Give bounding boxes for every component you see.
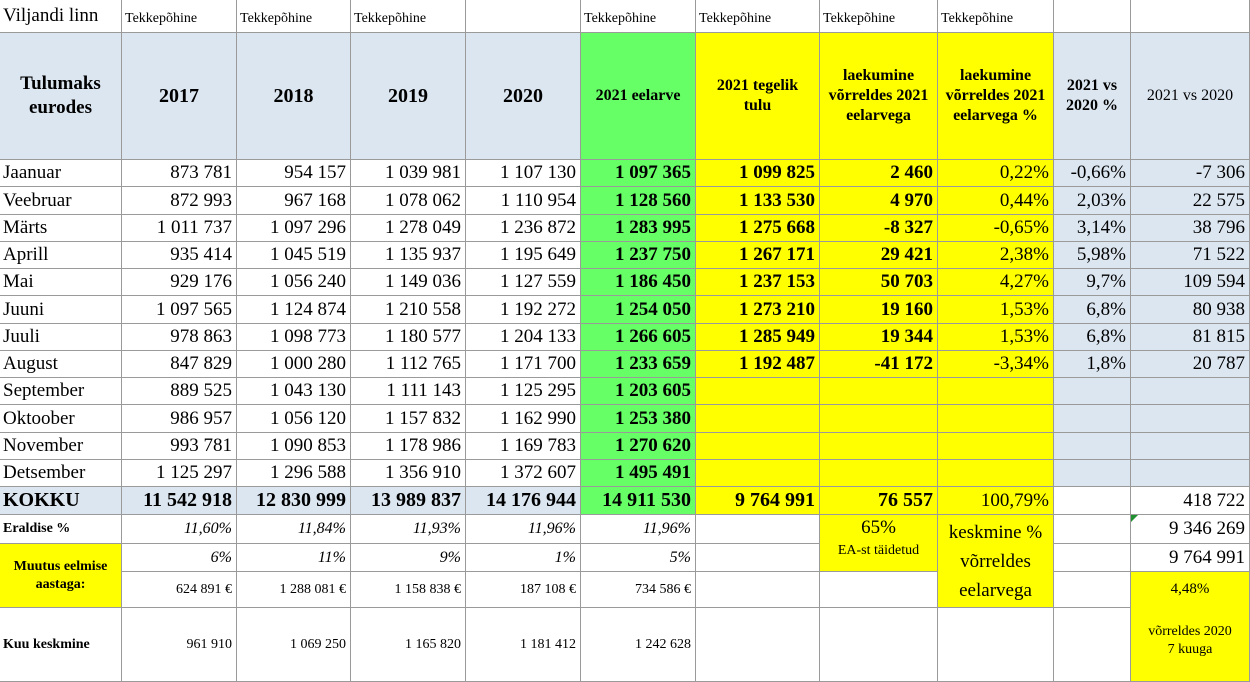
header-diff-budget-pct[interactable]: laekumine võrreldes 2021 eelarvega % xyxy=(938,33,1054,160)
month-vs-2020[interactable] xyxy=(1131,460,1250,487)
total-label[interactable]: KOKKU xyxy=(0,487,122,515)
month-diff[interactable]: 29 421 xyxy=(820,242,938,269)
month-diff[interactable]: -8 327 xyxy=(820,215,938,242)
month-2019[interactable]: 1 078 062 xyxy=(351,187,466,215)
month-vs-2020[interactable]: 20 787 xyxy=(1131,351,1250,378)
month-2018[interactable]: 1 098 773 xyxy=(237,324,351,351)
month-2021-actual[interactable]: 1 275 668 xyxy=(696,215,820,242)
monthly-average-2020[interactable]: 1 181 412 xyxy=(466,608,581,682)
month-diff-pct[interactable]: 0,44% xyxy=(938,187,1054,215)
month-diff[interactable]: 4 970 xyxy=(820,187,938,215)
month-2018[interactable]: 1 097 296 xyxy=(237,215,351,242)
month-vs-2020[interactable]: 38 796 xyxy=(1131,215,1250,242)
change-eur-2017[interactable]: 624 891 € xyxy=(122,572,237,608)
type-label-cell[interactable]: Tekkepõhine xyxy=(820,0,938,33)
month-diff-pct[interactable]: 2,38% xyxy=(938,242,1054,269)
month-diff[interactable]: 19 160 xyxy=(820,296,938,324)
month-2021-budget[interactable]: 1 266 605 xyxy=(581,324,696,351)
total-2021-actual[interactable]: 9 764 991 xyxy=(696,487,820,515)
empty-cell[interactable] xyxy=(820,608,938,682)
month-vs-2020[interactable] xyxy=(1131,378,1250,405)
month-name[interactable]: Märts xyxy=(0,215,122,242)
month-2020[interactable]: 1 192 272 xyxy=(466,296,581,324)
month-2017[interactable]: 1 011 737 xyxy=(122,215,237,242)
month-diff-pct[interactable] xyxy=(938,460,1054,487)
change-pct-2017[interactable]: 6% xyxy=(122,544,237,572)
month-vs-2020-pct[interactable]: 6,8% xyxy=(1054,296,1131,324)
month-2020[interactable]: 1 107 130 xyxy=(466,160,581,187)
month-2021-actual[interactable] xyxy=(696,378,820,405)
month-name[interactable]: Juuni xyxy=(0,296,122,324)
month-2019[interactable]: 1 112 765 xyxy=(351,351,466,378)
change-eur-2018[interactable]: 1 288 081 € xyxy=(237,572,351,608)
month-diff-pct[interactable] xyxy=(938,405,1054,433)
month-2017[interactable]: 929 176 xyxy=(122,269,237,296)
month-2021-budget[interactable]: 1 128 560 xyxy=(581,187,696,215)
month-diff-pct[interactable]: 0,22% xyxy=(938,160,1054,187)
monthly-average-label[interactable]: Kuu keskmine xyxy=(0,608,122,682)
month-2021-budget[interactable]: 1 253 380 xyxy=(581,405,696,433)
actual-7-months[interactable]: 9 764 991 xyxy=(1131,544,1250,572)
month-2021-budget[interactable]: 1 283 995 xyxy=(581,215,696,242)
month-2021-actual[interactable]: 1 192 487 xyxy=(696,351,820,378)
share-2020[interactable]: 11,96% xyxy=(466,515,581,544)
share-2021[interactable]: 11,96% xyxy=(581,515,696,544)
month-2021-actual[interactable]: 1 237 153 xyxy=(696,269,820,296)
month-diff[interactable] xyxy=(820,378,938,405)
month-vs-2020-pct[interactable] xyxy=(1054,378,1131,405)
month-2017[interactable]: 986 957 xyxy=(122,405,237,433)
month-diff-pct[interactable]: 1,53% xyxy=(938,324,1054,351)
month-vs-2020[interactable]: 22 575 xyxy=(1131,187,1250,215)
empty-cell[interactable] xyxy=(820,572,938,608)
share-2019[interactable]: 11,93% xyxy=(351,515,466,544)
header-2021-vs-2020[interactable]: 2021 vs 2020 xyxy=(1131,33,1250,160)
month-diff-pct[interactable] xyxy=(938,378,1054,405)
month-vs-2020-pct[interactable]: -0,66% xyxy=(1054,160,1131,187)
month-2021-actual[interactable]: 1 099 825 xyxy=(696,160,820,187)
month-2017[interactable]: 889 525 xyxy=(122,378,237,405)
change-pct-2021[interactable]: 5% xyxy=(581,544,696,572)
month-2021-actual[interactable]: 1 133 530 xyxy=(696,187,820,215)
header-diff-budget[interactable]: laekumine võrreldes 2021 eelarvega xyxy=(820,33,938,160)
month-2020[interactable]: 1 372 607 xyxy=(466,460,581,487)
month-2019[interactable]: 1 278 049 xyxy=(351,215,466,242)
type-label-cell[interactable]: Tekkepõhine xyxy=(938,0,1054,33)
empty-cell[interactable] xyxy=(696,544,820,572)
month-vs-2020[interactable] xyxy=(1131,405,1250,433)
header-2021-vs-2020-pct[interactable]: 2021 vs 2020 % xyxy=(1054,33,1131,160)
total-2018[interactable]: 12 830 999 xyxy=(237,487,351,515)
month-2021-budget[interactable]: 1 270 620 xyxy=(581,433,696,460)
month-2020[interactable]: 1 125 295 xyxy=(466,378,581,405)
total-2017[interactable]: 11 542 918 xyxy=(122,487,237,515)
fulfilled-share-cell[interactable]: 65% EA-st täidetud xyxy=(820,515,938,572)
month-diff-pct[interactable]: 4,27% xyxy=(938,269,1054,296)
month-vs-2020-pct[interactable]: 9,7% xyxy=(1054,269,1131,296)
month-2017[interactable]: 993 781 xyxy=(122,433,237,460)
monthly-average-2018[interactable]: 1 069 250 xyxy=(237,608,351,682)
month-2019[interactable]: 1 356 910 xyxy=(351,460,466,487)
month-2017[interactable]: 1 125 297 xyxy=(122,460,237,487)
month-2021-budget[interactable]: 1 186 450 xyxy=(581,269,696,296)
type-label-cell[interactable]: Tekkepõhine xyxy=(122,0,237,33)
month-vs-2020-pct[interactable]: 3,14% xyxy=(1054,215,1131,242)
month-2020[interactable]: 1 127 559 xyxy=(466,269,581,296)
month-2020[interactable]: 1 110 954 xyxy=(466,187,581,215)
month-2020[interactable]: 1 162 990 xyxy=(466,405,581,433)
city-name-cell[interactable]: Viljandi linn xyxy=(0,0,122,33)
month-name[interactable]: Mai xyxy=(0,269,122,296)
month-diff-pct[interactable]: 1,53% xyxy=(938,296,1054,324)
month-diff[interactable]: -41 172 xyxy=(820,351,938,378)
month-2020[interactable]: 1 195 649 xyxy=(466,242,581,269)
month-2019[interactable]: 1 180 577 xyxy=(351,324,466,351)
empty-cell[interactable] xyxy=(1054,487,1131,515)
change-eur-2020[interactable]: 187 108 € xyxy=(466,572,581,608)
month-2017[interactable]: 935 414 xyxy=(122,242,237,269)
month-diff[interactable] xyxy=(820,405,938,433)
header-2021-actual[interactable]: 2021 tegelik tulu xyxy=(696,33,820,160)
month-2019[interactable]: 1 210 558 xyxy=(351,296,466,324)
month-2019[interactable]: 1 157 832 xyxy=(351,405,466,433)
month-2021-budget[interactable]: 1 237 750 xyxy=(581,242,696,269)
month-diff-pct[interactable] xyxy=(938,433,1054,460)
month-name[interactable]: Detsember xyxy=(0,460,122,487)
growth-vs-2020-cell[interactable]: 4,48% võrreldes 2020 7 kuuga xyxy=(1131,572,1250,682)
month-2021-budget[interactable]: 1 097 365 xyxy=(581,160,696,187)
month-2021-actual[interactable] xyxy=(696,460,820,487)
monthly-average-2021[interactable]: 1 242 628 xyxy=(581,608,696,682)
month-2021-budget[interactable]: 1 495 491 xyxy=(581,460,696,487)
month-2018[interactable]: 1 000 280 xyxy=(237,351,351,378)
month-name[interactable]: November xyxy=(0,433,122,460)
month-2019[interactable]: 1 178 986 xyxy=(351,433,466,460)
month-2018[interactable]: 954 157 xyxy=(237,160,351,187)
month-2018[interactable]: 1 124 874 xyxy=(237,296,351,324)
month-2020[interactable]: 1 204 133 xyxy=(466,324,581,351)
month-2018[interactable]: 1 043 130 xyxy=(237,378,351,405)
month-2017[interactable]: 1 097 565 xyxy=(122,296,237,324)
month-2017[interactable]: 873 781 xyxy=(122,160,237,187)
empty-cell[interactable] xyxy=(938,608,1054,682)
share-2017[interactable]: 11,60% xyxy=(122,515,237,544)
type-label-cell[interactable]: Tekkepõhine xyxy=(696,0,820,33)
month-2018[interactable]: 1 090 853 xyxy=(237,433,351,460)
month-2019[interactable]: 1 135 937 xyxy=(351,242,466,269)
empty-cell[interactable] xyxy=(696,608,820,682)
month-diff[interactable] xyxy=(820,433,938,460)
type-label-cell[interactable]: Tekkepõhine xyxy=(581,0,696,33)
empty-cell[interactable] xyxy=(696,515,820,544)
header-2018[interactable]: 2018 xyxy=(237,33,351,160)
month-diff[interactable]: 50 703 xyxy=(820,269,938,296)
total-diff[interactable]: 76 557 xyxy=(820,487,938,515)
month-vs-2020[interactable]: 71 522 xyxy=(1131,242,1250,269)
average-vs-budget-cell[interactable]: keskmine % võrreldes eelarvega xyxy=(938,515,1054,608)
comment-indicator-icon xyxy=(1131,515,1138,522)
month-name[interactable]: Jaanuar xyxy=(0,160,122,187)
month-vs-2020-pct[interactable]: 2,03% xyxy=(1054,187,1131,215)
empty-cell[interactable] xyxy=(1054,544,1131,572)
month-2017[interactable]: 847 829 xyxy=(122,351,237,378)
month-2019[interactable]: 1 039 981 xyxy=(351,160,466,187)
month-2021-actual[interactable]: 1 267 171 xyxy=(696,242,820,269)
type-label-cell[interactable]: Tekkepõhine xyxy=(351,0,466,33)
share-label[interactable]: Eraldise % xyxy=(0,515,122,544)
header-2021-budget[interactable]: 2021 eelarve xyxy=(581,33,696,160)
total-vs-2020[interactable]: 418 722 xyxy=(1131,487,1250,515)
month-vs-2020-pct[interactable] xyxy=(1054,405,1131,433)
month-name[interactable]: Aprill xyxy=(0,242,122,269)
header-2020[interactable]: 2020 xyxy=(466,33,581,160)
month-vs-2020-pct[interactable]: 1,8% xyxy=(1054,351,1131,378)
total-2020[interactable]: 14 176 944 xyxy=(466,487,581,515)
empty-cell[interactable] xyxy=(1131,0,1250,33)
month-2020[interactable]: 1 236 872 xyxy=(466,215,581,242)
total-diff-pct[interactable]: 100,79% xyxy=(938,487,1054,515)
total-2019[interactable]: 13 989 837 xyxy=(351,487,466,515)
budget-7-months[interactable]: 9 346 269 xyxy=(1131,515,1250,544)
type-label-cell[interactable]: Tekkepõhine xyxy=(237,0,351,33)
month-2021-budget[interactable]: 1 233 659 xyxy=(581,351,696,378)
empty-cell[interactable] xyxy=(466,0,581,33)
change-eur-2021[interactable]: 734 586 € xyxy=(581,572,696,608)
month-vs-2020[interactable] xyxy=(1131,433,1250,460)
empty-cell[interactable] xyxy=(1054,0,1131,33)
month-vs-2020-pct[interactable] xyxy=(1054,460,1131,487)
month-2017[interactable]: 978 863 xyxy=(122,324,237,351)
month-diff[interactable]: 2 460 xyxy=(820,160,938,187)
month-2018[interactable]: 1 296 588 xyxy=(237,460,351,487)
header-2019[interactable]: 2019 xyxy=(351,33,466,160)
month-vs-2020[interactable]: 109 594 xyxy=(1131,269,1250,296)
share-2018[interactable]: 11,84% xyxy=(237,515,351,544)
header-tulumaks[interactable]: Tulumaks eurodes xyxy=(0,33,122,160)
month-2018[interactable]: 1 045 519 xyxy=(237,242,351,269)
month-name[interactable]: August xyxy=(0,351,122,378)
month-diff-pct[interactable]: -0,65% xyxy=(938,215,1054,242)
header-2017[interactable]: 2017 xyxy=(122,33,237,160)
month-2021-actual[interactable] xyxy=(696,433,820,460)
month-2019[interactable]: 1 149 036 xyxy=(351,269,466,296)
month-diff[interactable] xyxy=(820,460,938,487)
change-pct-2018[interactable]: 11% xyxy=(237,544,351,572)
month-vs-2020[interactable]: -7 306 xyxy=(1131,160,1250,187)
month-name[interactable]: September xyxy=(0,378,122,405)
month-2018[interactable]: 967 168 xyxy=(237,187,351,215)
empty-cell[interactable] xyxy=(1054,515,1131,544)
month-2018[interactable]: 1 056 120 xyxy=(237,405,351,433)
month-name[interactable]: Veebruar xyxy=(0,187,122,215)
month-diff-pct[interactable]: -3,34% xyxy=(938,351,1054,378)
change-eur-2019[interactable]: 1 158 838 € xyxy=(351,572,466,608)
month-vs-2020-pct[interactable]: 5,98% xyxy=(1054,242,1131,269)
change-label[interactable]: Muutus eelmise aastaga: xyxy=(0,544,122,608)
month-vs-2020[interactable]: 81 815 xyxy=(1131,324,1250,351)
month-2020[interactable]: 1 169 783 xyxy=(466,433,581,460)
month-2021-actual[interactable]: 1 273 210 xyxy=(696,296,820,324)
total-2021-budget[interactable]: 14 911 530 xyxy=(581,487,696,515)
empty-cell[interactable] xyxy=(1054,608,1131,682)
month-2021-actual[interactable]: 1 285 949 xyxy=(696,324,820,351)
month-diff[interactable]: 19 344 xyxy=(820,324,938,351)
month-2021-budget[interactable]: 1 254 050 xyxy=(581,296,696,324)
month-2020[interactable]: 1 171 700 xyxy=(466,351,581,378)
change-pct-2019[interactable]: 9% xyxy=(351,544,466,572)
monthly-average-2017[interactable]: 961 910 xyxy=(122,608,237,682)
empty-cell[interactable] xyxy=(1054,572,1131,608)
month-2017[interactable]: 872 993 xyxy=(122,187,237,215)
month-name[interactable]: Juuli xyxy=(0,324,122,351)
month-2019[interactable]: 1 111 143 xyxy=(351,378,466,405)
month-2021-budget[interactable]: 1 203 605 xyxy=(581,378,696,405)
month-vs-2020[interactable]: 80 938 xyxy=(1131,296,1250,324)
month-vs-2020-pct[interactable] xyxy=(1054,433,1131,460)
empty-cell[interactable] xyxy=(696,572,820,608)
month-name[interactable]: Oktoober xyxy=(0,405,122,433)
month-vs-2020-pct[interactable]: 6,8% xyxy=(1054,324,1131,351)
month-2021-actual[interactable] xyxy=(696,405,820,433)
month-2018[interactable]: 1 056 240 xyxy=(237,269,351,296)
monthly-average-2019[interactable]: 1 165 820 xyxy=(351,608,466,682)
change-pct-2020[interactable]: 1% xyxy=(466,544,581,572)
